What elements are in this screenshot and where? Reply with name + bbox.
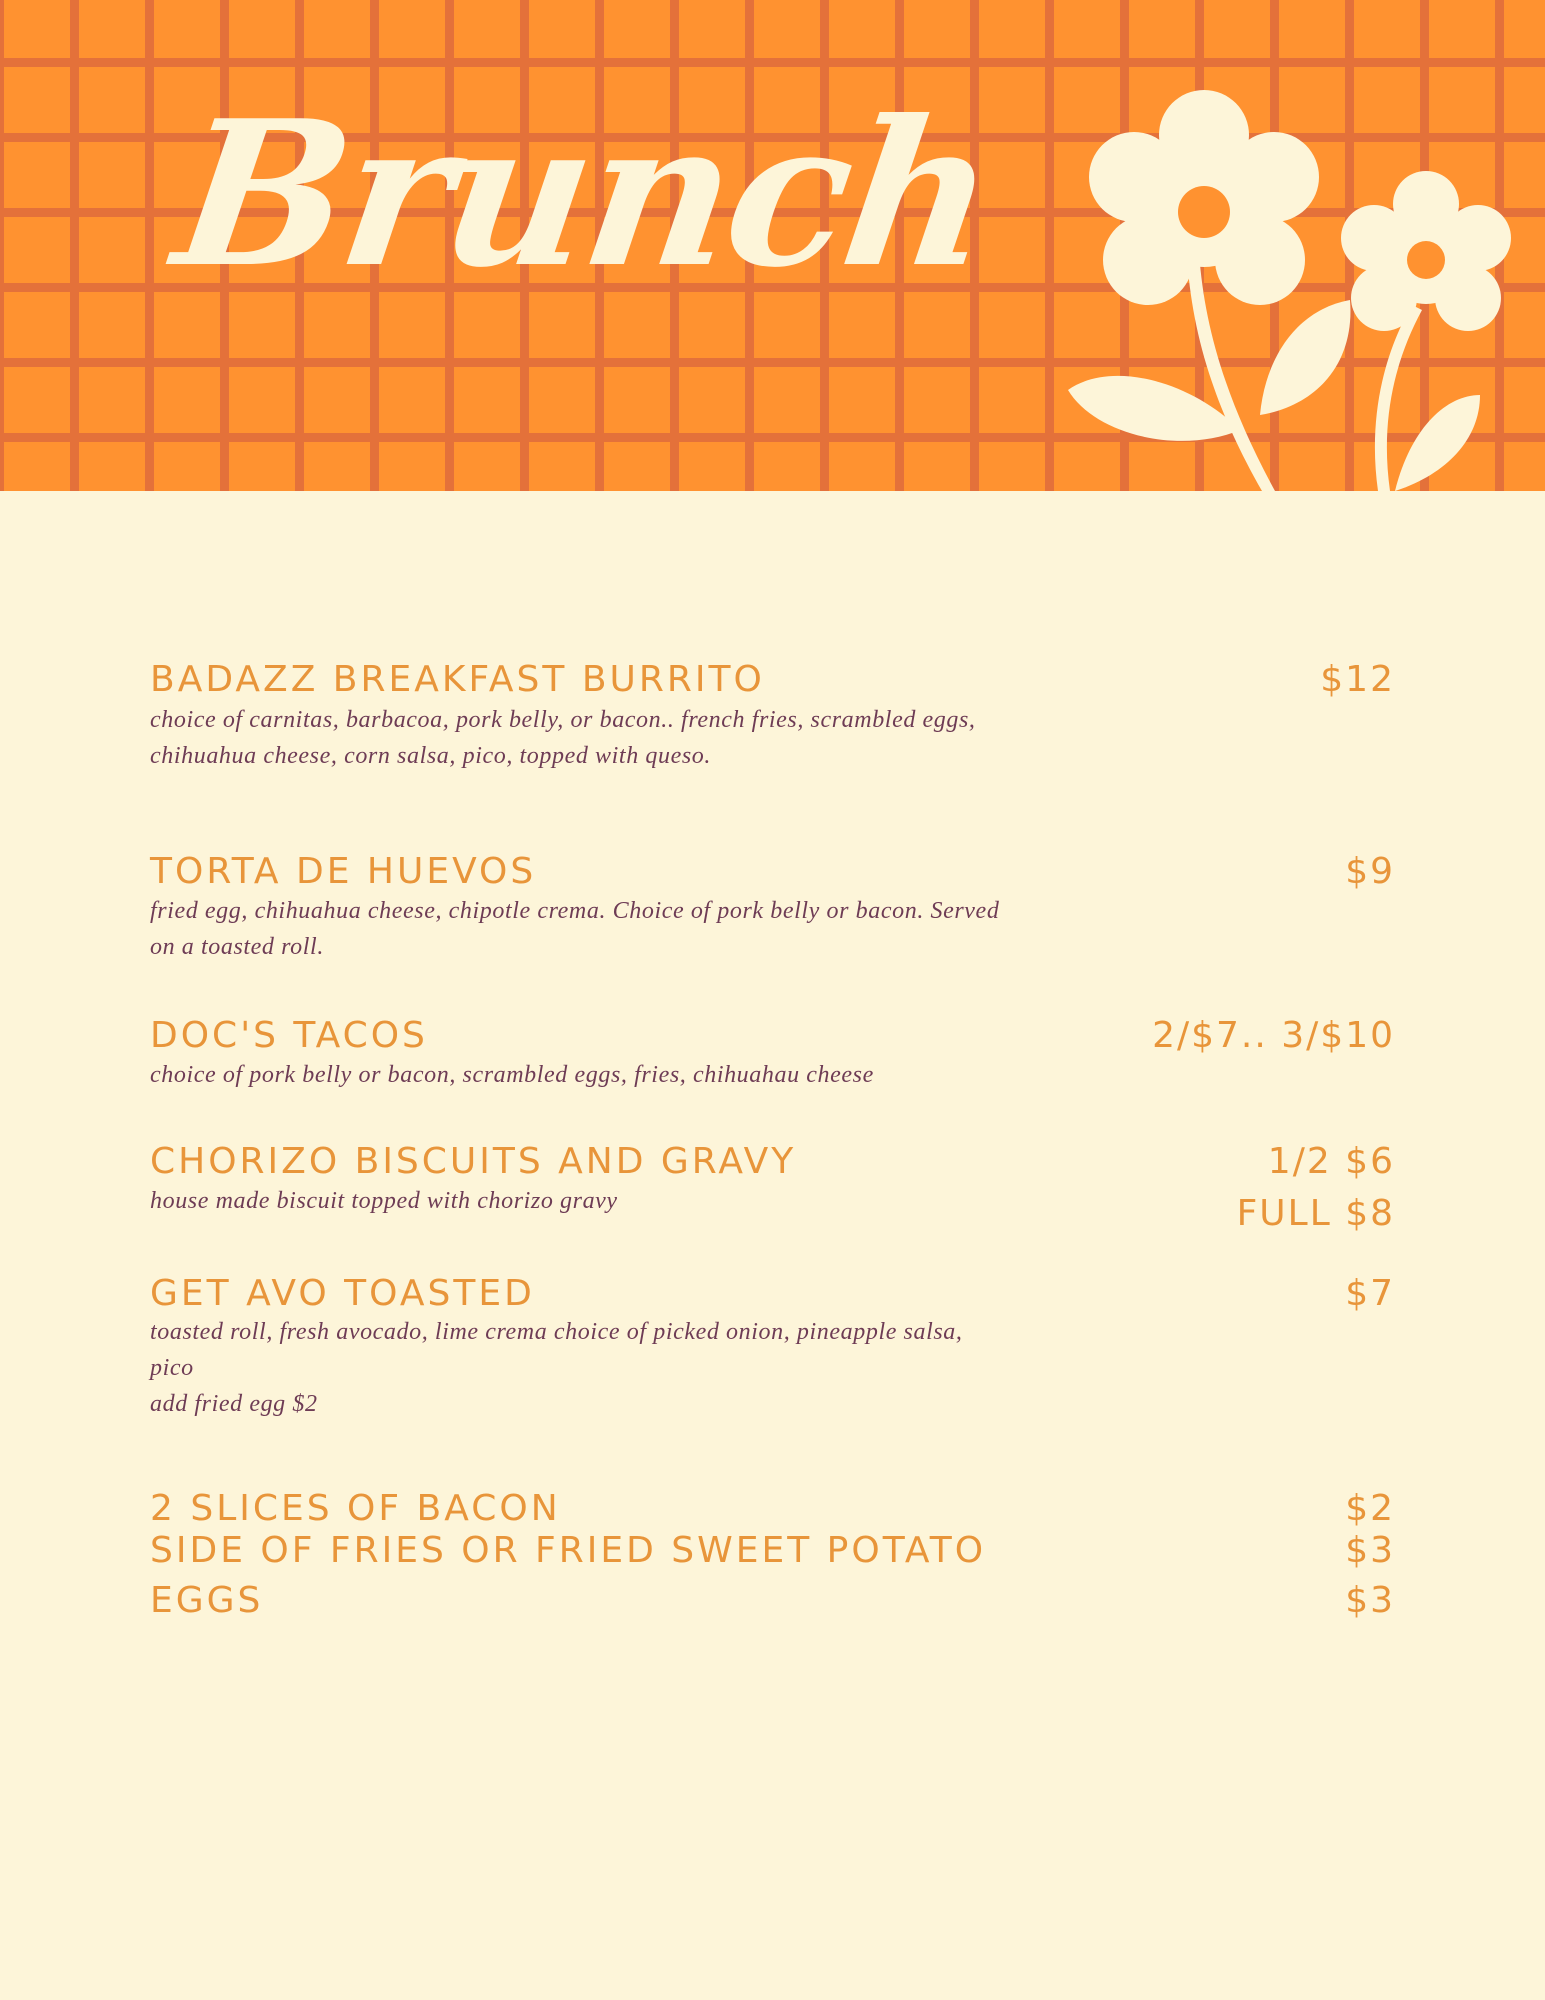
item-price: $7 bbox=[1345, 1273, 1395, 1314]
side-price: $3 bbox=[1345, 1530, 1395, 1571]
item-description: choice of carnitas, barbacoa, pork belly, or bacon.. french fries, scrambled eggs, chihuahua cheese, corn salsa, pico, topped with queso. bbox=[150, 707, 976, 769]
item-name: DOC'S TACOS bbox=[150, 1015, 428, 1056]
header-banner bbox=[0, 0, 1545, 491]
side-name: EGGS bbox=[150, 1580, 264, 1621]
item-name: BADAZZ BREAKFAST BURRITO bbox=[150, 659, 765, 700]
item-description: fried egg, chihuahua cheese, chipotle crema. Choice of pork belly or bacon. Served on a toasted roll. bbox=[150, 898, 1000, 960]
item-price-full: FULL $8 bbox=[1236, 1193, 1395, 1234]
item-price-half: 1/2 $6 bbox=[1267, 1141, 1395, 1182]
item-description: toasted roll, fresh avocado, lime crema choice of picked onion, pineapple salsa, pico add fried egg $2 bbox=[150, 1319, 963, 1417]
item-price: $12 bbox=[1320, 659, 1395, 700]
item-description: choice of pork belly or bacon, scrambled eggs, fries, chihuahau cheese bbox=[150, 1062, 874, 1088]
item-name: CHORIZO BISCUITS AND GRAVY bbox=[150, 1141, 797, 1182]
side-name: 2 SLICES OF BACON bbox=[150, 1488, 561, 1529]
flowers-icon bbox=[1050, 70, 1545, 491]
item-name: GET AVO TOASTED bbox=[150, 1273, 535, 1314]
item-price: $9 bbox=[1345, 851, 1395, 892]
side-name: SIDE OF FRIES OR FRIED SWEET POTATO bbox=[150, 1530, 987, 1571]
menu-title: Brunch bbox=[163, 77, 1006, 312]
side-price: $2 bbox=[1345, 1488, 1395, 1529]
item-name: TORTA DE HUEVOS bbox=[150, 851, 537, 892]
item-price: 2/$7.. 3/$10 bbox=[1152, 1015, 1395, 1056]
item-description: house made biscuit topped with chorizo gravy bbox=[150, 1188, 618, 1214]
side-price: $3 bbox=[1345, 1580, 1395, 1621]
